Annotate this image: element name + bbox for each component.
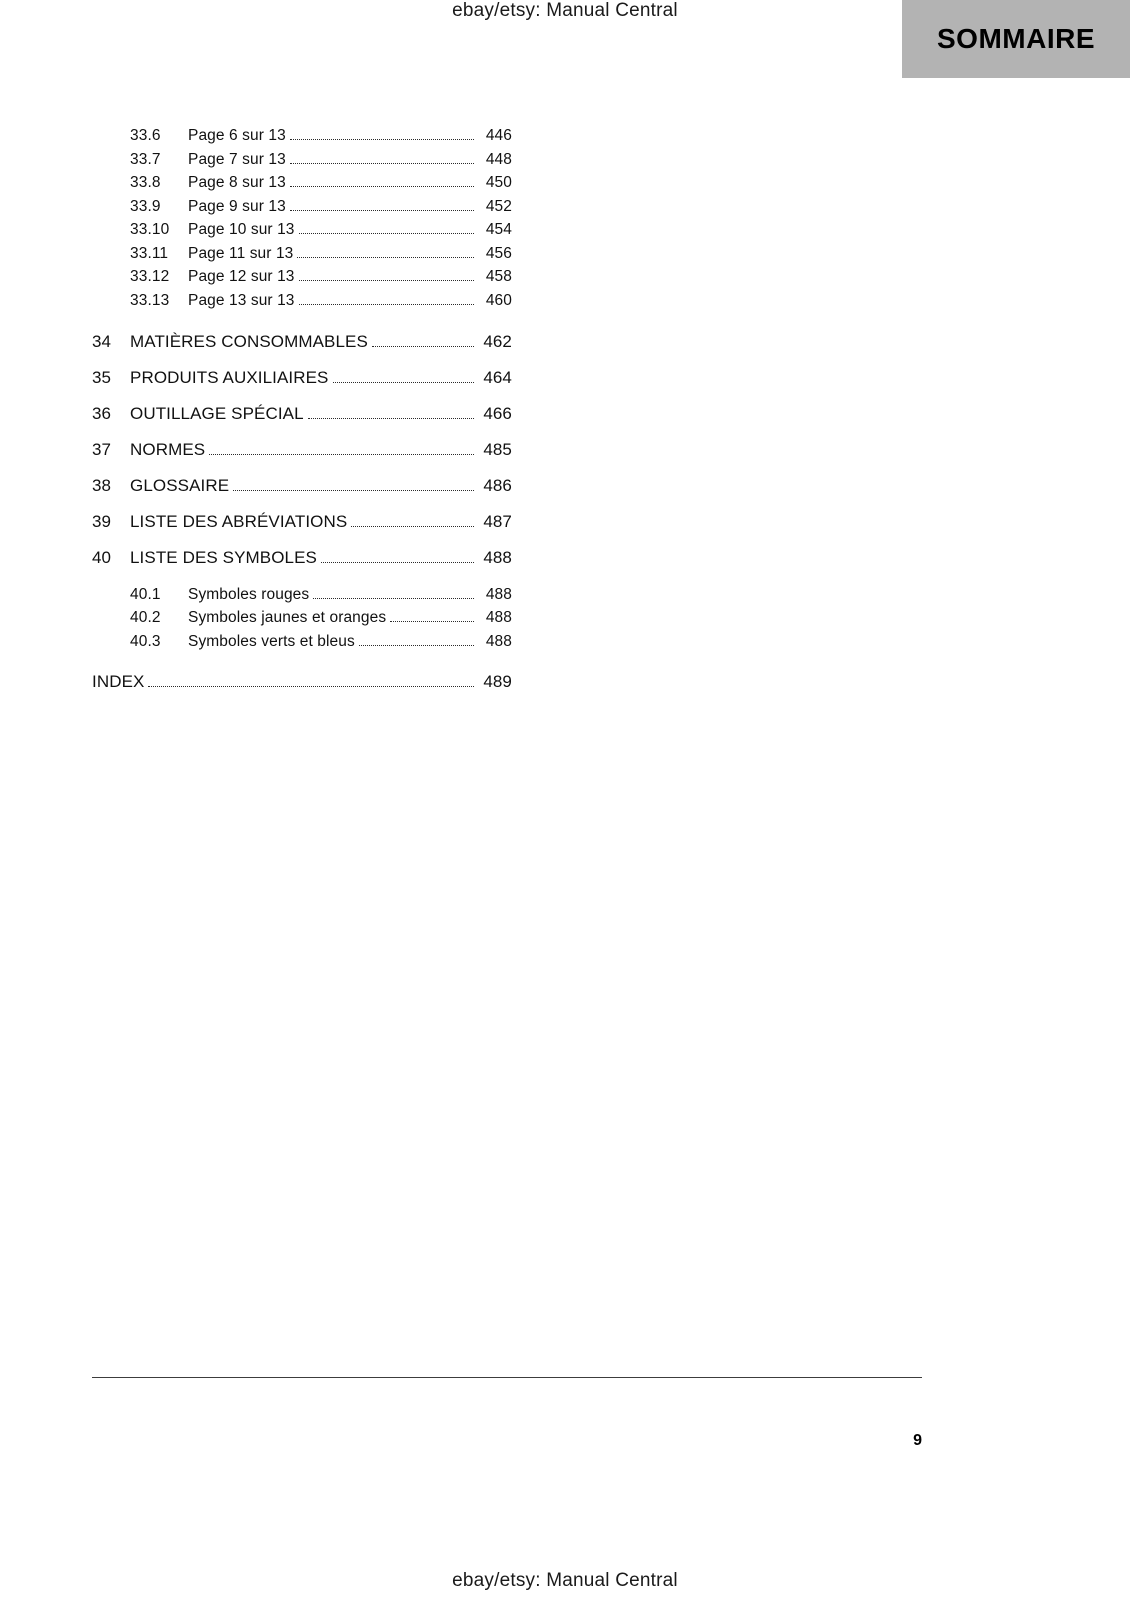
toc-leader-dots: [299, 304, 474, 305]
toc-leader-dots: [390, 621, 474, 622]
toc-leader-dots: [299, 280, 474, 281]
toc-entry[interactable]: [92, 606, 512, 630]
toc-entry-page: 448: [485, 150, 512, 168]
toc-entry-title: Symboles jaunes et oranges: [188, 609, 387, 627]
toc-entry-page: 458: [485, 268, 512, 286]
toc-leader-dots: [290, 163, 474, 164]
toc-entry-title: Symboles rouges: [188, 585, 310, 603]
toc-entry-title: GLOSSAIRE: [130, 476, 230, 496]
toc-leader-dots: [290, 210, 474, 211]
toc-entry-title: MATIÈRES CONSOMMABLES: [130, 332, 368, 352]
toc-entry[interactable]: [92, 289, 512, 313]
toc-entry[interactable]: [92, 547, 512, 570]
toc-entry-page: 488: [485, 585, 512, 603]
toc-leader-dots: [359, 645, 474, 646]
toc-entry-number: 38: [92, 476, 112, 496]
toc-entry-number: 37: [92, 440, 112, 460]
toc-leader-dots: [333, 382, 475, 383]
toc-entry[interactable]: [92, 511, 512, 534]
footer-divider: [92, 1377, 922, 1378]
toc-entry-title: Page 10 sur 13: [188, 221, 295, 239]
toc-leader-dots: [308, 418, 474, 419]
toc-entry[interactable]: [92, 242, 512, 266]
toc-entry-page: 460: [485, 291, 512, 309]
running-head-bottom: ebay/etsy: Manual Central: [452, 1570, 678, 1591]
toc-entry[interactable]: [92, 583, 512, 607]
toc-leader-dots: [299, 233, 474, 234]
toc-entry-title: INDEX: [92, 671, 145, 691]
toc-entry-page: 488: [485, 633, 512, 651]
toc-entry-number: 33.7: [130, 150, 161, 168]
toc-entry-title: Page 11 sur 13: [188, 244, 294, 262]
toc-entry-number: 36: [92, 404, 112, 424]
toc-entry-page: 454: [485, 221, 512, 239]
toc-entry-number: 40.1: [130, 585, 161, 603]
toc-leader-dots: [209, 454, 474, 455]
toc-entry-number: 40.3: [130, 633, 161, 651]
toc-entry[interactable]: [92, 265, 512, 289]
section-tab: [902, 0, 1130, 78]
toc-entry-title: LISTE DES SYMBOLES: [130, 548, 317, 567]
toc-entry-title: Page 8 sur 13: [188, 174, 286, 192]
toc-leader-dots: [290, 139, 474, 140]
toc-leader-dots: [233, 490, 474, 491]
toc-entry-number: 33.6: [130, 127, 161, 144]
toc-entry-page: 446: [485, 127, 512, 144]
toc-leader-dots: [313, 598, 474, 599]
section-tab-label: SOMMAIRE: [937, 23, 1095, 54]
toc-entry-page: 450: [485, 174, 512, 192]
toc-entry-page: 487: [483, 512, 512, 532]
toc-entry-title: Page 9 sur 13: [188, 197, 286, 215]
toc-leader-dots: [290, 186, 474, 187]
toc-entry-page: 462: [483, 332, 512, 352]
toc-entry[interactable]: [92, 475, 512, 498]
toc-entry-page: 485: [483, 440, 512, 460]
toc-entry-page: 464: [483, 368, 512, 388]
toc-entry-title: Symboles verts et bleus: [188, 633, 355, 651]
toc-entry-page: 488: [483, 548, 512, 567]
toc-entry[interactable]: [92, 148, 512, 172]
toc-entry-page: 456: [485, 244, 512, 262]
toc-leader-dots: [297, 257, 474, 258]
running-head-top: ebay/etsy: Manual Central: [452, 0, 678, 21]
toc-entry-title: Page 6 sur 13: [188, 127, 286, 144]
toc-entry-number: 33.8: [130, 174, 161, 192]
toc-entry-number: 35: [92, 368, 112, 388]
toc-entry[interactable]: [92, 218, 512, 242]
toc-entry-number: 34: [92, 332, 112, 352]
toc-entry-title: PRODUITS AUXILIAIRES: [130, 368, 329, 388]
toc-leader-dots: [351, 526, 474, 527]
toc-entry[interactable]: [92, 195, 512, 219]
table-of-contents: [92, 124, 512, 694]
toc-entry-title: OUTILLAGE SPÉCIAL: [130, 404, 304, 424]
toc-entry[interactable]: [92, 124, 512, 148]
toc-entry[interactable]: [92, 630, 512, 654]
toc-entry-number: 33.11: [130, 244, 169, 262]
toc-entry-title: Page 7 sur 13: [188, 150, 286, 168]
toc-group-gap: [92, 312, 512, 318]
toc-entry[interactable]: [92, 403, 512, 426]
toc-entry-number: 33.9: [130, 197, 161, 215]
toc-entry-title: Page 12 sur 13: [188, 268, 295, 286]
toc-entry-title: NORMES: [130, 440, 206, 460]
toc-entry-number: 33.12: [130, 268, 170, 286]
toc-entry-page: 488: [485, 609, 512, 627]
toc-entry-number: 39: [92, 512, 112, 532]
toc-leader-dots: [372, 346, 474, 347]
page-number: 9: [913, 1432, 922, 1449]
toc-leader-dots: [321, 562, 474, 563]
toc-entry-number: 40.2: [130, 609, 161, 627]
toc-entry-page: 489: [483, 671, 512, 691]
toc-entry[interactable]: [92, 331, 512, 354]
toc-entry-page: 452: [485, 197, 512, 215]
toc-entry[interactable]: [92, 367, 512, 390]
toc-entry-title: Page 13 sur 13: [188, 291, 295, 309]
toc-entry-page: 486: [483, 476, 512, 496]
toc-entry[interactable]: [92, 439, 512, 462]
toc-entry-number: 33.10: [130, 221, 170, 239]
toc-entry-number: 33.13: [130, 291, 170, 309]
toc-leader-dots: [148, 686, 474, 687]
toc-entry[interactable]: [92, 171, 512, 195]
toc-entry-number: 40: [92, 548, 112, 567]
toc-entry[interactable]: [92, 669, 512, 695]
toc-entry-page: 466: [483, 404, 512, 424]
toc-entry-title: LISTE DES ABRÉVIATIONS: [130, 512, 348, 532]
